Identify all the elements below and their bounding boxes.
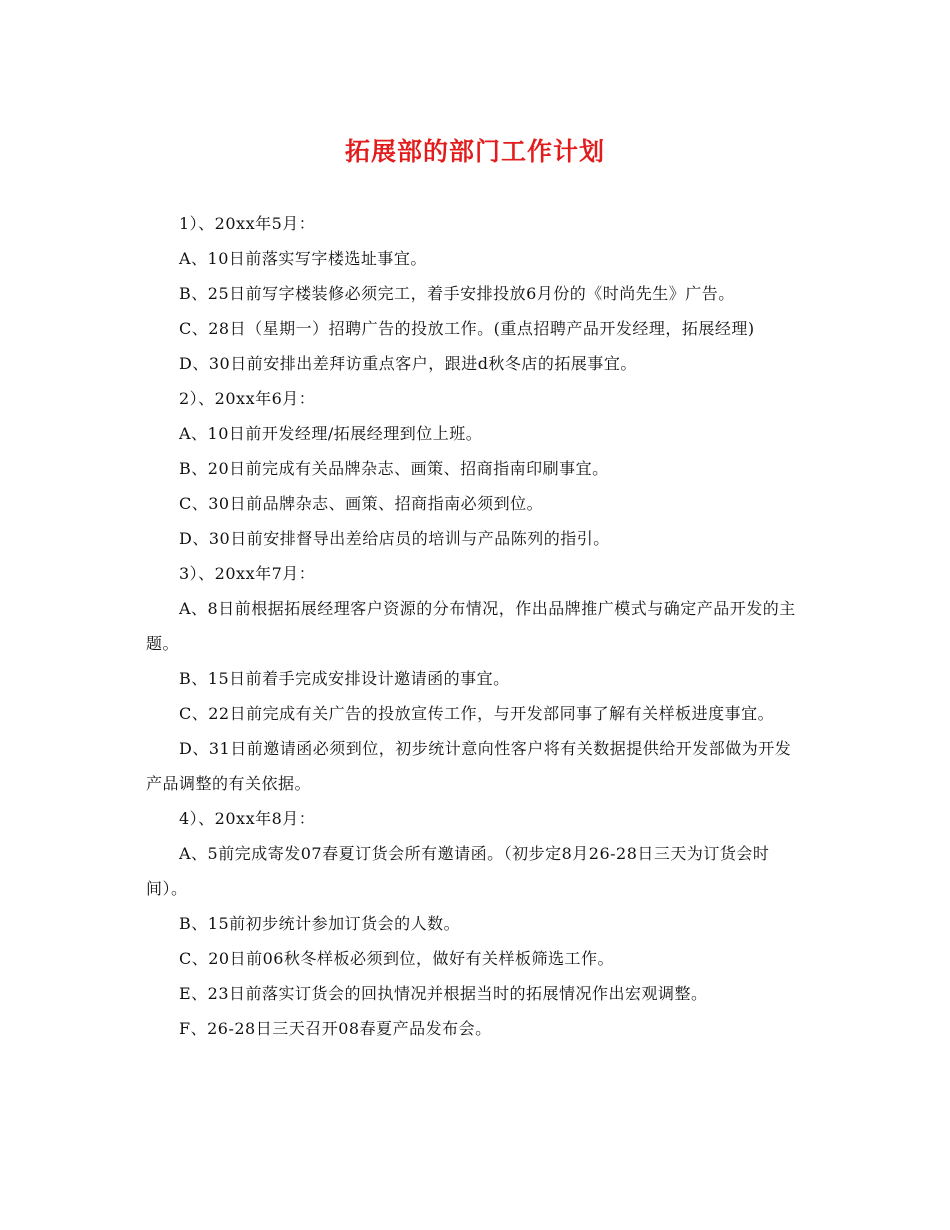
paragraph-17: A、5前完成寄发07春夏订货会所有邀请函。（初步定8月26-28日三天为订货会时间）。 <box>146 844 770 898</box>
paragraph-3: B、25日前写字楼装修必须完工，着手安排投放6月份的《时尚先生》广告。 <box>179 284 735 303</box>
paragraph-2: A、10日前落实写字楼选址事宜。 <box>179 249 427 268</box>
paragraph-21: F、26-28日三天召开08春夏产品发布会。 <box>179 1019 492 1038</box>
document-body <box>146 206 806 1046</box>
paragraph-15: D、31日前邀请函必须到位，初步统计意向性客户将有关数据提供给开发部做为开发产品调整的有关依据。 <box>146 739 792 793</box>
paragraph-8: B、20日前完成有关品牌杂志、画策、招商指南印刷事宜。 <box>179 459 609 478</box>
paragraph-5: D、30日前安排出差拜访重点客户，跟进d秋冬店的拓展事宜。 <box>179 354 637 373</box>
paragraph-14: C、22日前完成有关广告的投放宣传工作，与开发部同事了解有关样板进度事宜。 <box>179 704 775 723</box>
paragraph-20: E、23日前落实订货会的回执情况并根据当时的拓展情况作出宏观调整。 <box>179 984 708 1003</box>
paragraph-16: 4）、20xx年8月： <box>179 809 316 828</box>
paragraph-13: B、15日前着手完成安排设计邀请函的事宜。 <box>179 669 510 688</box>
paragraph-12: A、8日前根据拓展经理客户资源的分布情况，作出品牌推广模式与确定产品开发的主题。 <box>146 599 796 653</box>
paragraph-1: 1）、20xx年5月： <box>179 214 316 233</box>
paragraph-7: A、10日前开发经理/拓展经理到位上班。 <box>179 424 483 443</box>
paragraph-10: D、30日前安排督导出差给店员的培训与产品陈列的指引。 <box>179 529 610 548</box>
paragraph-4: C、28日（星期一）招聘广告的投放工作。(重点招聘产品开发经理，拓展经理) <box>179 319 755 338</box>
paragraph-6: 2）、20xx年6月： <box>179 389 316 408</box>
document-title: 拓展部的部门工作计划 <box>344 137 605 166</box>
paragraph-9: C、30日前品牌杂志、画策、招商指南必须到位。 <box>179 494 544 513</box>
paragraph-18: B、15前初步统计参加订货会的人数。 <box>179 914 461 933</box>
paragraph-11: 3）、20xx年7月： <box>179 564 316 583</box>
paragraph-19: C、20日前06秋冬样板必须到位，做好有关样板筛选工作。 <box>179 949 614 968</box>
